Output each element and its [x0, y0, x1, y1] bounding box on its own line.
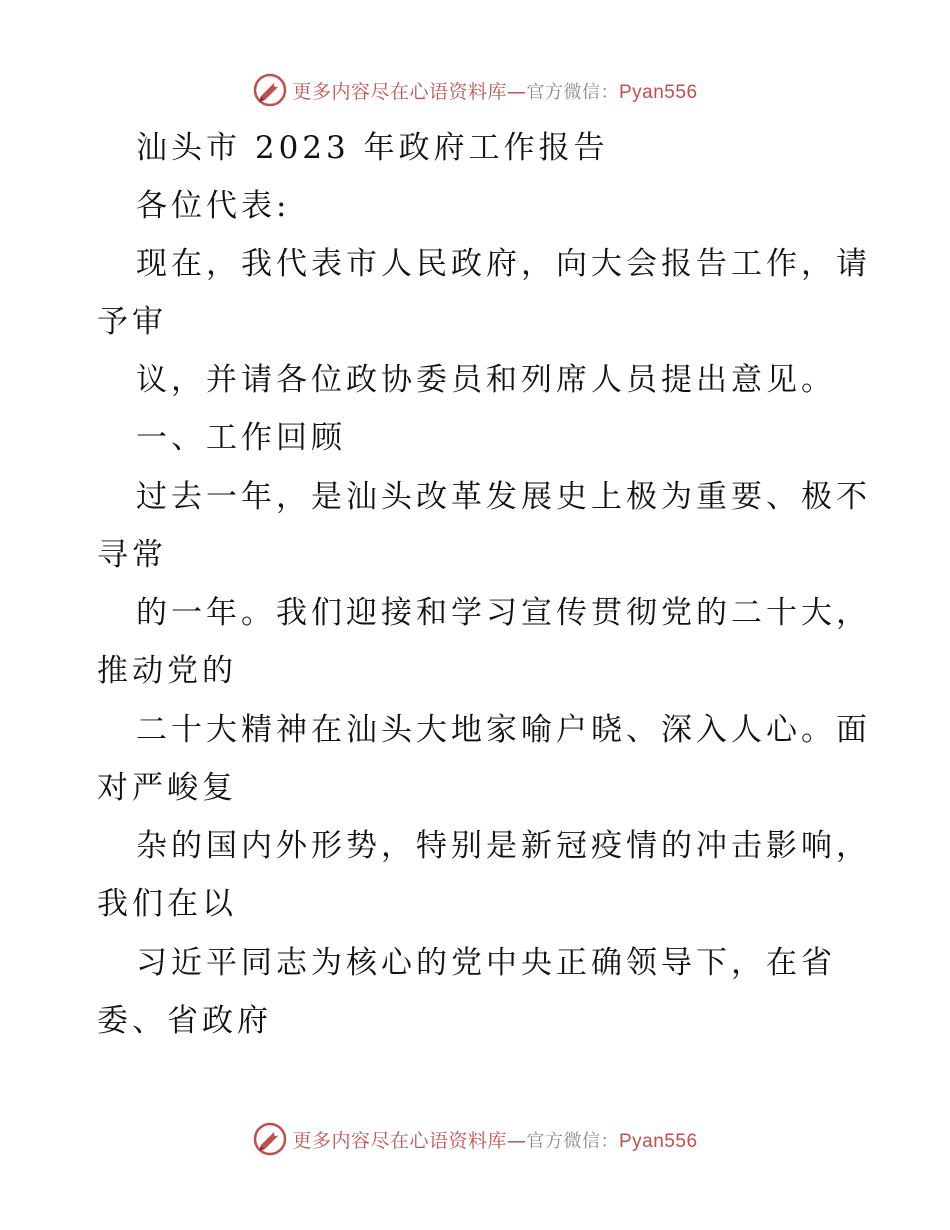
watermark-text: 更多内容尽在心语资料库—官方微信：Pyan556 — [292, 80, 698, 103]
salutation: 各位代表: — [136, 188, 291, 224]
paragraph-line: 对严峻复 — [97, 770, 237, 806]
paragraph-line: 杂的国内外形势，特别是新冠疫情的冲击影响， — [136, 828, 871, 864]
pen-logo-icon — [252, 1121, 288, 1157]
paragraph-line: 寻常 — [97, 537, 167, 573]
footer-watermark — [0, 1119, 950, 1159]
paragraph-line: 推动党的 — [97, 653, 237, 689]
document-title: 汕头市 2023 年政府工作报告 — [136, 130, 609, 166]
header-watermark — [0, 70, 950, 110]
section-heading: 一、工作回顾 — [136, 420, 346, 456]
paragraph-line: 二十大精神在汕头大地家喻户晓、深入人心。面 — [136, 712, 871, 748]
paragraph-line: 委、省政府 — [97, 1003, 272, 1039]
paragraph-line: 过去一年，是汕头改革发展史上极为重要、极不 — [136, 479, 871, 515]
paragraph-line: 予审 — [97, 304, 167, 340]
paragraph-line: 议，并请各位政协委员和列席人员提出意见。 — [136, 362, 836, 398]
paragraph-line: 现在，我代表市人民政府，向大会报告工作，请 — [136, 246, 871, 282]
watermark-text: 更多内容尽在心语资料库—官方微信：Pyan556 — [292, 1129, 698, 1152]
pen-logo-icon — [252, 72, 288, 108]
paragraph-line: 的一年。我们迎接和学习宣传贯彻党的二十大， — [136, 595, 871, 631]
paragraph-line: 我们在以 — [97, 886, 237, 922]
paragraph-line: 习近平同志为核心的党中央正确领导下，在省 — [136, 945, 836, 981]
